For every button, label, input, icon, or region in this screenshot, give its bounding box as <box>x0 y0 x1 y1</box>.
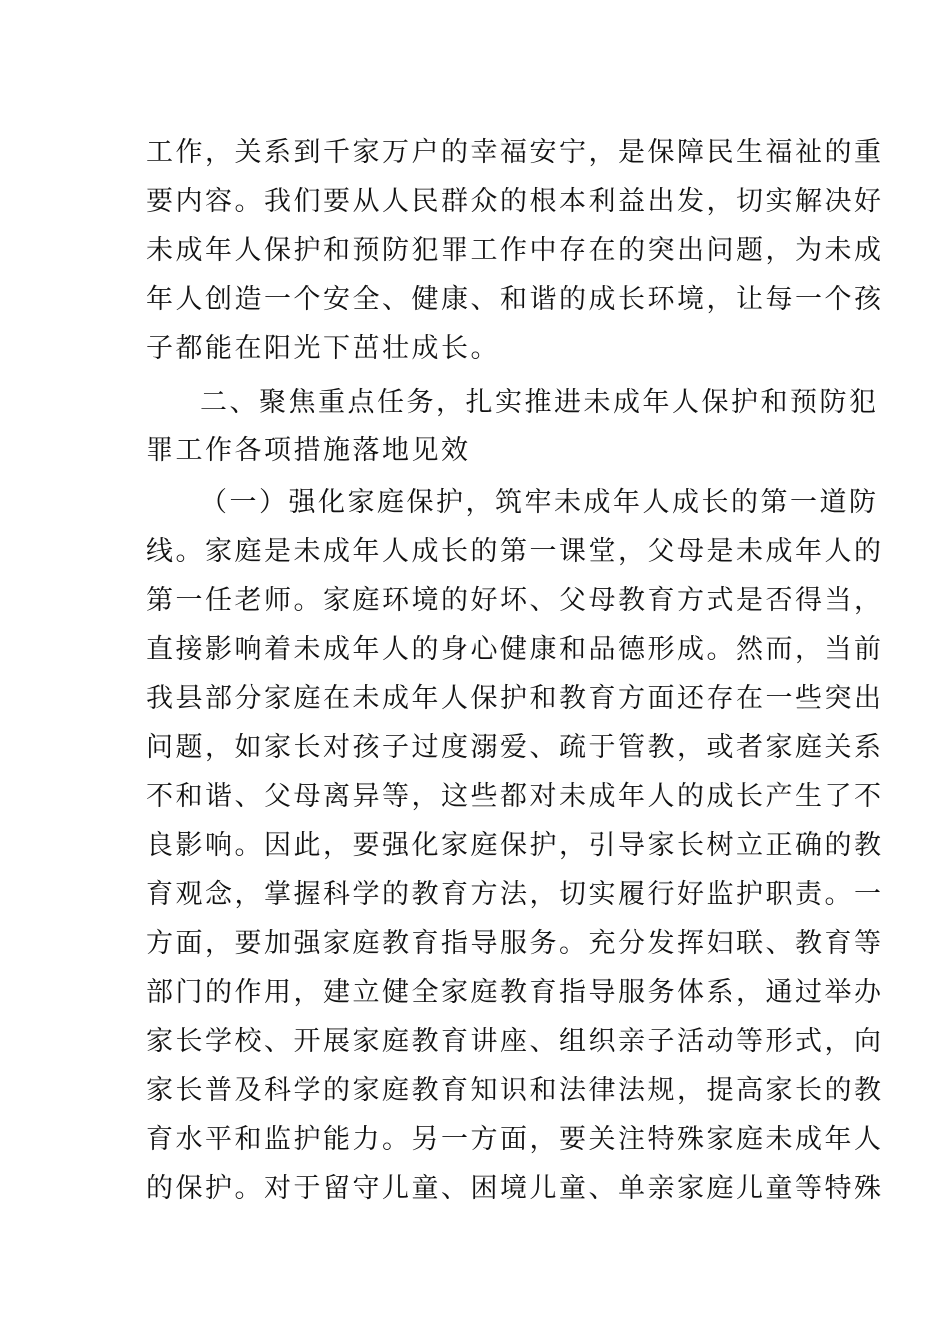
text-line: 方面，要加强家庭教育指导服务。充分发挥妇联、教育等 <box>146 928 884 959</box>
text-line: 家长学校、开展家庭教育讲座、组织亲子活动等形式，向 <box>146 1026 884 1057</box>
text-line: 我县部分家庭在未成年人保护和教育方面还存在一些突出 <box>146 683 884 714</box>
text-line: 线。家庭是未成年人成长的第一课堂，父母是未成年人的 <box>146 536 884 567</box>
text-line: 工作，关系到千家万户的幸福安宁，是保障民生福祉的重 <box>146 137 884 168</box>
text-line: 的保护。对于留守儿童、困境儿童、单亲家庭儿童等特殊 <box>146 1173 884 1204</box>
text-line: 年人创造一个安全、健康、和谐的成长环境，让每一个孩 <box>146 284 884 315</box>
subsection-heading-line: （一）强化家庭保护，筑牢未成年人成长的第一道防 <box>200 487 879 518</box>
text-line: 子都能在阳光下茁壮成长。 <box>146 333 500 364</box>
text-line: 部门的作用，建立健全家庭教育指导服务体系，通过举办 <box>146 977 884 1008</box>
text-line: 育观念，掌握科学的教育方法，切实履行好监护职责。一 <box>146 879 884 910</box>
text-line: 良影响。因此，要强化家庭保护，引导家长树立正确的教 <box>146 830 884 861</box>
text-line: 未成年人保护和预防犯罪工作中存在的突出问题，为未成 <box>146 235 884 266</box>
text-line: 要内容。我们要从人民群众的根本利益出发，切实解决好 <box>146 186 884 217</box>
text-line: 不和谐、父母离异等，这些都对未成年人的成长产生了不 <box>146 781 884 812</box>
section-heading-line: 罪工作各项措施落地见效 <box>146 435 471 466</box>
text-line: 直接影响着未成年人的身心健康和品德形成。然而，当前 <box>146 634 884 665</box>
text-line: 育水平和监护能力。另一方面，要关注特殊家庭未成年人 <box>146 1124 884 1155</box>
section-heading-line: 二、聚焦重点任务，扎实推进未成年人保护和预防犯 <box>200 387 879 418</box>
text-line: 问题，如家长对孩子过度溺爱、疏于管教，或者家庭关系 <box>146 732 884 763</box>
text-line: 第一任老师。家庭环境的好坏、父母教育方式是否得当， <box>146 585 884 616</box>
text-line: 家长普及科学的家庭教育知识和法律法规，提高家长的教 <box>146 1075 884 1106</box>
